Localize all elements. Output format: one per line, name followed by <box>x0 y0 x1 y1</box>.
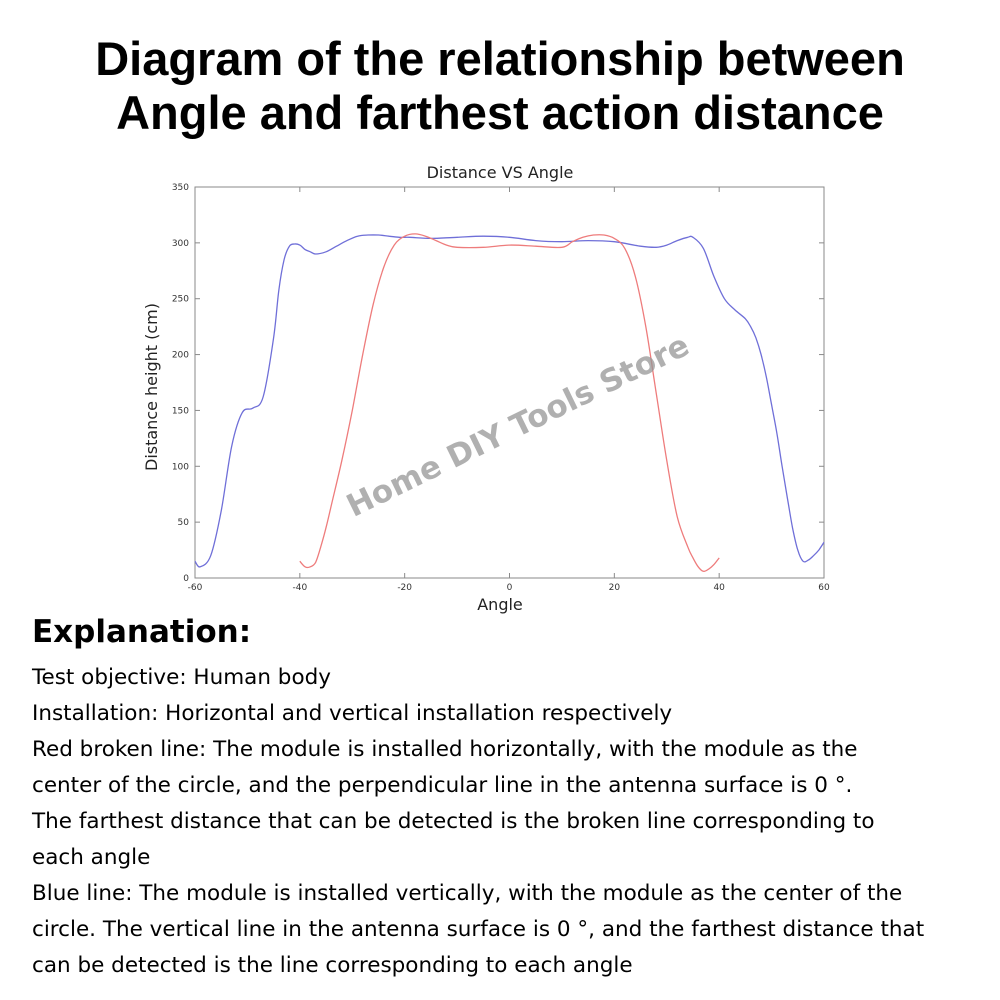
y-tick-label: 150 <box>171 406 189 417</box>
y-tick-label: 250 <box>171 294 189 305</box>
x-tick-label: 20 <box>608 583 621 593</box>
explanation-line: each angle <box>32 845 151 870</box>
explanation-body <box>32 660 982 984</box>
y-tick-label: 200 <box>171 350 189 361</box>
explanation-line: Installation: Horizontal and vertical installation respectively <box>32 701 673 726</box>
distance-vs-angle-chart <box>0 150 1000 620</box>
x-tick-label: 60 <box>818 583 830 593</box>
y-tick-label: 100 <box>171 462 189 473</box>
explanation-title: Explanation: <box>32 614 252 650</box>
x-axis-label: Angle <box>477 595 523 614</box>
y-tick-label: 350 <box>171 183 189 193</box>
x-tick-label: -40 <box>292 583 308 593</box>
explanation-line: Test objective: Human body <box>32 665 331 690</box>
explanation-line: can be detected is the line corresponding to each angle <box>32 953 633 978</box>
x-tick-label: 0 <box>506 583 513 593</box>
y-tick-label: 50 <box>177 518 189 529</box>
heading-line-2: Angle and farthest action distance <box>116 86 884 139</box>
explanation-line: Red broken line: The module is installed horizontally, with the module as the <box>32 737 858 762</box>
chart-title: Distance VS Angle <box>426 163 574 182</box>
explanation-line: The farthest distance that can be detected is the broken line corresponding to <box>32 809 875 834</box>
x-tick-label: -60 <box>187 583 203 593</box>
explanation-line: Blue line: The module is installed vertically, with the module as the center of the <box>32 881 903 906</box>
y-tick-label: 0 <box>183 574 189 584</box>
x-tick-label: 40 <box>713 583 725 593</box>
explanation-line: center of the circle, and the perpendicular line in the antenna surface is 0 °. <box>32 773 853 798</box>
store-watermark: Home DIY Tools Store <box>341 327 695 525</box>
y-axis-label: Distance height (cm) <box>142 303 161 471</box>
page-heading <box>0 32 1000 140</box>
explanation-line: circle. The vertical line in the antenna surface is 0 °, and the farthest distance that <box>32 917 925 942</box>
heading-line-1: Diagram of the relationship between <box>95 32 905 85</box>
y-tick-label: 300 <box>171 238 189 249</box>
x-tick-label: -20 <box>397 583 413 593</box>
